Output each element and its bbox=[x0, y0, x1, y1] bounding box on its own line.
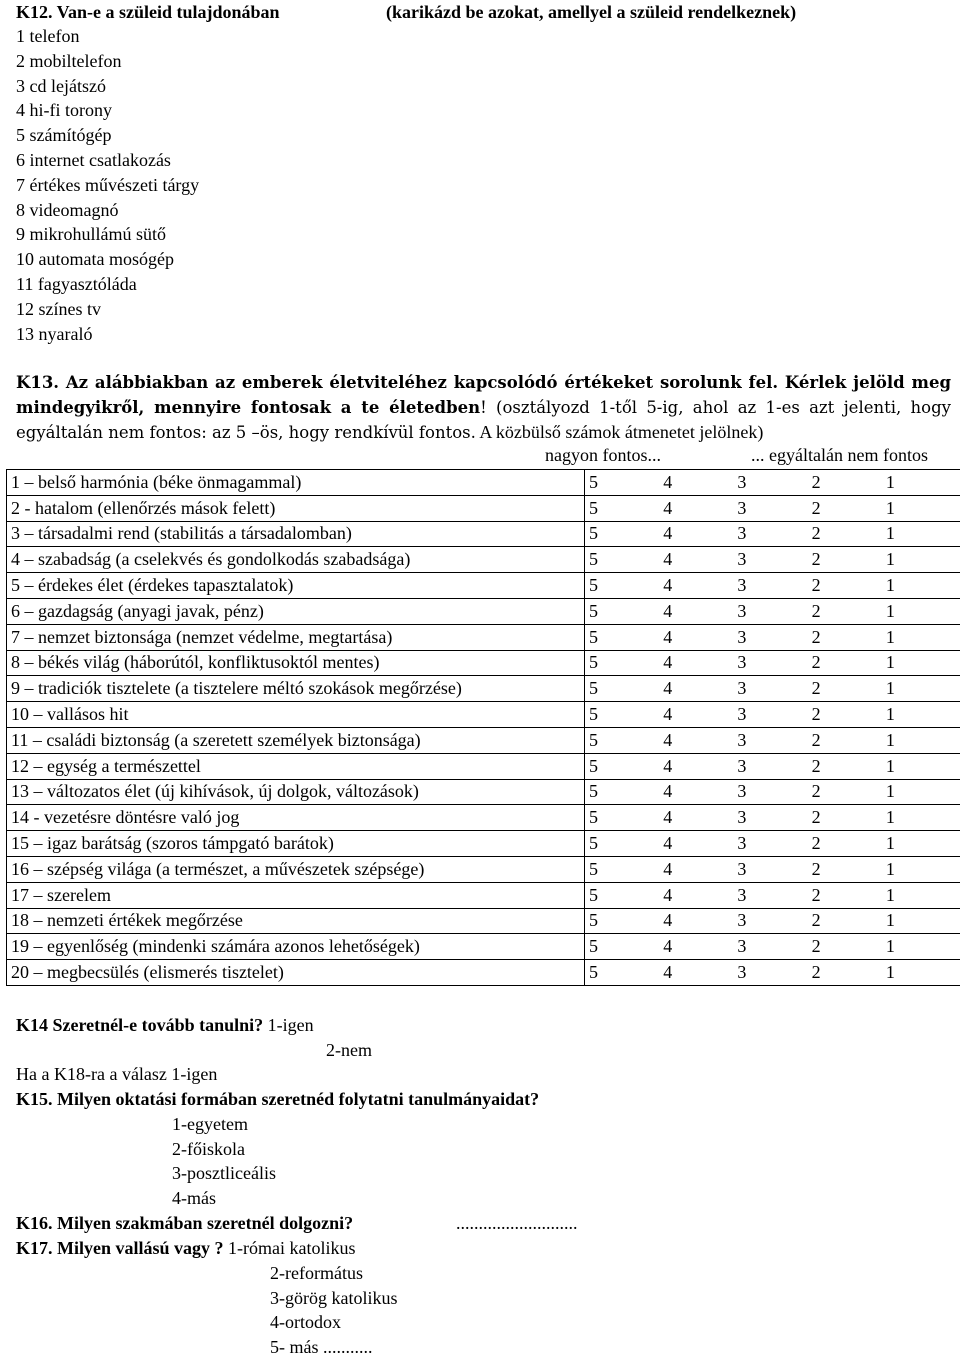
table-row bbox=[7, 598, 960, 624]
score-option[interactable]: 5 bbox=[589, 704, 663, 725]
score-options bbox=[585, 908, 960, 934]
score-option[interactable]: 1 bbox=[886, 498, 960, 519]
score-option[interactable]: 2 bbox=[812, 807, 886, 828]
score-option[interactable]: 3 bbox=[737, 678, 811, 699]
k13-scale-header bbox=[16, 445, 956, 469]
score-option[interactable]: 3 bbox=[737, 652, 811, 673]
score-option[interactable]: 1 bbox=[886, 523, 960, 544]
score-option[interactable]: 1 bbox=[886, 601, 960, 622]
score-option[interactable]: 1 bbox=[886, 833, 960, 854]
score-option[interactable]: 3 bbox=[737, 756, 811, 777]
score-options bbox=[585, 624, 960, 650]
table-row bbox=[7, 547, 960, 573]
score-option[interactable]: 4 bbox=[663, 549, 737, 570]
table-row bbox=[7, 624, 960, 650]
score-option[interactable]: 5 bbox=[589, 910, 663, 931]
k17-option[interactable]: 3-görög katolikus bbox=[270, 1286, 398, 1310]
table-row bbox=[7, 779, 960, 805]
score-option[interactable]: 2 bbox=[812, 781, 886, 802]
value-item-label: 12 – egység a természettel bbox=[7, 753, 585, 779]
k16-question: K16. Milyen szakmában szeretnél dolgozni? bbox=[16, 1211, 353, 1235]
score-option[interactable]: 2 bbox=[812, 936, 886, 957]
value-item-label: 14 - vezetésre döntésre való jog bbox=[7, 805, 585, 831]
score-option[interactable]: 1 bbox=[886, 652, 960, 673]
value-item-label: 4 – szabadság (a cselekvés és gondolkodás szabadsága) bbox=[7, 547, 585, 573]
value-item-label: 17 – szerelem bbox=[7, 882, 585, 908]
score-option[interactable]: 4 bbox=[663, 807, 737, 828]
table-row bbox=[7, 831, 960, 857]
score-option[interactable]: 5 bbox=[589, 498, 663, 519]
k12-option[interactable]: 2 mobiltelefon bbox=[16, 49, 199, 74]
score-option[interactable]: 4 bbox=[663, 859, 737, 880]
score-option[interactable]: 4 bbox=[663, 627, 737, 648]
score-option[interactable]: 2 bbox=[812, 498, 886, 519]
k12-header bbox=[16, 2, 956, 24]
value-item-label: 2 - hatalom (ellenőrzés mások felett) bbox=[7, 495, 585, 521]
score-options bbox=[585, 495, 960, 521]
score-options bbox=[585, 882, 960, 908]
score-option[interactable]: 5 bbox=[589, 807, 663, 828]
value-item-label: 20 – megbecsülés (elismerés tisztelet) bbox=[7, 960, 585, 986]
score-option[interactable]: 5 bbox=[589, 962, 663, 983]
score-option[interactable]: 3 bbox=[737, 575, 811, 596]
score-options bbox=[585, 727, 960, 753]
table-row bbox=[7, 805, 960, 831]
table-row bbox=[7, 573, 960, 599]
score-options bbox=[585, 573, 960, 599]
k12-question: K12. Van-e a szüleid tulajdonában bbox=[16, 2, 280, 23]
score-option[interactable]: 5 bbox=[589, 523, 663, 544]
k12-option[interactable]: 13 nyaraló bbox=[16, 322, 199, 347]
k12-option[interactable]: 1 telefon bbox=[16, 24, 199, 49]
score-options bbox=[585, 960, 960, 986]
score-option[interactable]: 2 bbox=[812, 704, 886, 725]
k12-options bbox=[16, 24, 199, 346]
table-row bbox=[7, 856, 960, 882]
score-options bbox=[585, 702, 960, 728]
score-options bbox=[585, 598, 960, 624]
score-option[interactable]: 3 bbox=[737, 962, 811, 983]
score-option[interactable]: 5 bbox=[589, 756, 663, 777]
score-options bbox=[585, 753, 960, 779]
k12-option[interactable]: 5 számítógép bbox=[16, 123, 199, 148]
k14-line bbox=[16, 1013, 314, 1037]
score-option[interactable]: 4 bbox=[663, 962, 737, 983]
value-item-label: 7 – nemzet biztonsága (nemzet védelme, megtartása) bbox=[7, 624, 585, 650]
score-option[interactable]: 5 bbox=[589, 652, 663, 673]
score-option[interactable]: 2 bbox=[812, 962, 886, 983]
score-option[interactable]: 2 bbox=[812, 575, 886, 596]
score-option[interactable]: 5 bbox=[589, 575, 663, 596]
k12-option[interactable]: 7 értékes művészeti tárgy bbox=[16, 173, 199, 198]
value-item-label: 5 – érdekes élet (érdekes tapasztalatok) bbox=[7, 573, 585, 599]
score-option[interactable]: 1 bbox=[886, 472, 960, 493]
table-row bbox=[7, 753, 960, 779]
score-option[interactable]: 3 bbox=[737, 704, 811, 725]
value-item-label: 9 – tradiciók tisztelete (a tisztelere méltó szokások megőrzése) bbox=[7, 676, 585, 702]
k12-option[interactable]: 8 videomagnó bbox=[16, 198, 199, 223]
k13-question: K13. Az alábbiakban az emberek életviteléhez kapcsolódó értékeket sorolunk fel. Kérlek jelöld meg mindegyikről, mennyire fontosak a te életedben bbox=[16, 373, 951, 417]
value-item-label: 10 – vallásos hit bbox=[7, 702, 585, 728]
score-option[interactable]: 1 bbox=[886, 678, 960, 699]
score-option[interactable]: 2 bbox=[812, 833, 886, 854]
k13-values-table bbox=[6, 469, 960, 986]
score-option[interactable]: 1 bbox=[886, 627, 960, 648]
score-option[interactable]: 3 bbox=[737, 498, 811, 519]
score-option[interactable]: 4 bbox=[663, 833, 737, 854]
score-option[interactable]: 4 bbox=[663, 498, 737, 519]
score-option[interactable]: 3 bbox=[737, 730, 811, 751]
table-row bbox=[7, 908, 960, 934]
score-option[interactable]: 1 bbox=[886, 781, 960, 802]
score-option[interactable]: 5 bbox=[589, 885, 663, 906]
score-options bbox=[585, 470, 960, 496]
score-option[interactable]: 4 bbox=[663, 652, 737, 673]
value-item-label: 16 – szépség világa (a természet, a művészetek szépsége) bbox=[7, 856, 585, 882]
score-option[interactable]: 4 bbox=[663, 936, 737, 957]
k17-option[interactable]: 2-református bbox=[270, 1261, 363, 1285]
score-option[interactable]: 4 bbox=[663, 575, 737, 596]
score-options bbox=[585, 650, 960, 676]
score-option[interactable]: 3 bbox=[737, 472, 811, 493]
score-option[interactable]: 1 bbox=[886, 704, 960, 725]
score-options bbox=[585, 779, 960, 805]
k12-option[interactable]: 11 fagyasztóláda bbox=[16, 272, 199, 297]
score-options bbox=[585, 831, 960, 857]
score-options bbox=[585, 856, 960, 882]
k17-line bbox=[16, 1236, 356, 1260]
k15-option[interactable]: 2-főiskola bbox=[172, 1137, 245, 1161]
k15-question: K15. Milyen oktatási formában szeretnéd folytatni tanulmányaidat? bbox=[16, 1087, 539, 1111]
k14-question: K14 Szeretnél-e tovább tanulni? bbox=[16, 1015, 263, 1035]
value-item-label: 13 – változatos élet (új kihívások, új dolgok, változások) bbox=[7, 779, 585, 805]
k16-answer-blank[interactable]: ........................... bbox=[456, 1211, 578, 1235]
score-option[interactable]: 1 bbox=[886, 807, 960, 828]
score-options bbox=[585, 934, 960, 960]
score-option[interactable]: 5 bbox=[589, 730, 663, 751]
k13-intro bbox=[16, 370, 951, 445]
value-item-label: 1 – belső harmónia (béke önmagammal) bbox=[7, 470, 585, 496]
table-row bbox=[7, 702, 960, 728]
k14-option-no[interactable]: 2-nem bbox=[326, 1038, 372, 1062]
score-option[interactable]: 2 bbox=[812, 885, 886, 906]
k17-option[interactable]: 4-ortodox bbox=[270, 1310, 341, 1334]
score-option[interactable]: 4 bbox=[663, 781, 737, 802]
table-row bbox=[7, 650, 960, 676]
score-option[interactable]: 3 bbox=[737, 807, 811, 828]
value-item-label: 18 – nemzeti értékek megőrzése bbox=[7, 908, 585, 934]
score-option[interactable]: 5 bbox=[589, 859, 663, 880]
score-option[interactable]: 1 bbox=[886, 756, 960, 777]
score-option[interactable]: 4 bbox=[663, 472, 737, 493]
score-option[interactable]: 3 bbox=[737, 601, 811, 622]
value-item-label: 3 – társadalmi rend (stabilitás a társadalomban) bbox=[7, 521, 585, 547]
score-option[interactable]: 5 bbox=[589, 472, 663, 493]
score-option[interactable]: 5 bbox=[589, 936, 663, 957]
score-option[interactable]: 1 bbox=[886, 859, 960, 880]
table-row bbox=[7, 470, 960, 496]
k12-option[interactable]: 6 internet csatlakozás bbox=[16, 148, 199, 173]
k12-instruction: (karikázd be azokat, amellyel a szüleid rendelkeznek) bbox=[386, 2, 796, 23]
k13-instruction-tail: A közbülső számok átmenetet jelölnek) bbox=[476, 422, 763, 442]
score-option[interactable]: 4 bbox=[663, 704, 737, 725]
table-row bbox=[7, 934, 960, 960]
scale-low-label: ... egyáltalán nem fontos bbox=[751, 445, 928, 466]
k17-option[interactable]: 5- más ........... bbox=[270, 1335, 373, 1359]
score-option[interactable]: 1 bbox=[886, 730, 960, 751]
table-row bbox=[7, 727, 960, 753]
score-option[interactable]: 3 bbox=[737, 859, 811, 880]
score-option[interactable]: 5 bbox=[589, 549, 663, 570]
scale-high-label: nagyon fontos... bbox=[545, 445, 661, 466]
skip-note: Ha a K18-ra a válasz 1-igen bbox=[16, 1062, 217, 1086]
k13-instruction: ! (osztályozd 1-től 5-ig, ahol az 1-es azt jelenti, hogy egyáltalán nem fontos: az 5 –ös, hogy rendkívül fontos. bbox=[16, 398, 951, 442]
score-options bbox=[585, 676, 960, 702]
score-option[interactable]: 2 bbox=[812, 627, 886, 648]
score-option[interactable]: 3 bbox=[737, 833, 811, 854]
table-row bbox=[7, 495, 960, 521]
score-option[interactable]: 2 bbox=[812, 472, 886, 493]
k12-option[interactable]: 3 cd lejátszó bbox=[16, 74, 199, 99]
k12-option[interactable]: 9 mikrohullámú sütő bbox=[16, 222, 199, 247]
k12-option[interactable]: 12 színes tv bbox=[16, 297, 199, 322]
score-option[interactable]: 2 bbox=[812, 730, 886, 751]
k15-option[interactable]: 1-egyetem bbox=[172, 1112, 248, 1136]
score-option[interactable]: 2 bbox=[812, 549, 886, 570]
score-option[interactable]: 1 bbox=[886, 575, 960, 596]
k15-option[interactable]: 4-más bbox=[172, 1186, 216, 1210]
k12-option[interactable]: 10 automata mosógép bbox=[16, 247, 199, 272]
score-options bbox=[585, 805, 960, 831]
score-option[interactable]: 3 bbox=[737, 910, 811, 931]
k14-option-yes[interactable]: 1-igen bbox=[263, 1015, 313, 1035]
score-option[interactable]: 1 bbox=[886, 549, 960, 570]
score-option[interactable]: 4 bbox=[663, 756, 737, 777]
score-option[interactable]: 1 bbox=[886, 910, 960, 931]
value-item-label: 8 – békés világ (háborútól, konfliktusoktól mentes) bbox=[7, 650, 585, 676]
score-option[interactable]: 4 bbox=[663, 885, 737, 906]
score-option[interactable]: 2 bbox=[812, 523, 886, 544]
value-item-label: 15 – igaz barátság (szoros támpgató barátok) bbox=[7, 831, 585, 857]
score-option[interactable]: 2 bbox=[812, 756, 886, 777]
score-options bbox=[585, 521, 960, 547]
score-option[interactable]: 1 bbox=[886, 962, 960, 983]
score-option[interactable]: 2 bbox=[812, 859, 886, 880]
score-option[interactable]: 5 bbox=[589, 627, 663, 648]
score-option[interactable]: 4 bbox=[663, 910, 737, 931]
score-option[interactable]: 1 bbox=[886, 936, 960, 957]
score-option[interactable]: 5 bbox=[589, 833, 663, 854]
score-option[interactable]: 4 bbox=[663, 678, 737, 699]
score-option[interactable]: 3 bbox=[737, 549, 811, 570]
table-row bbox=[7, 521, 960, 547]
score-option[interactable]: 3 bbox=[737, 885, 811, 906]
score-option[interactable]: 4 bbox=[663, 730, 737, 751]
value-item-label: 19 – egyenlőség (mindenki számára azonos lehetőségek) bbox=[7, 934, 585, 960]
score-option[interactable]: 1 bbox=[886, 885, 960, 906]
score-option[interactable]: 4 bbox=[663, 601, 737, 622]
k17-question: K17. Milyen vallású vagy ? bbox=[16, 1238, 224, 1258]
value-item-label: 6 – gazdagság (anyagi javak, pénz) bbox=[7, 598, 585, 624]
score-option[interactable]: 5 bbox=[589, 678, 663, 699]
value-item-label: 11 – családi biztonság (a szeretett személyek biztonsága) bbox=[7, 727, 585, 753]
score-option[interactable]: 5 bbox=[589, 781, 663, 802]
score-option[interactable]: 5 bbox=[589, 601, 663, 622]
score-option[interactable]: 3 bbox=[737, 781, 811, 802]
table-row bbox=[7, 960, 960, 986]
k17-option[interactable]: 1-római katolikus bbox=[224, 1238, 356, 1258]
score-option[interactable]: 3 bbox=[737, 627, 811, 648]
k12-option[interactable]: 4 hi-fi torony bbox=[16, 98, 199, 123]
score-option[interactable]: 2 bbox=[812, 910, 886, 931]
table-row bbox=[7, 676, 960, 702]
score-option[interactable]: 4 bbox=[663, 523, 737, 544]
score-option[interactable]: 2 bbox=[812, 652, 886, 673]
score-option[interactable]: 2 bbox=[812, 601, 886, 622]
score-option[interactable]: 2 bbox=[812, 678, 886, 699]
score-option[interactable]: 3 bbox=[737, 936, 811, 957]
k15-option[interactable]: 3-posztliceális bbox=[172, 1161, 276, 1185]
score-options bbox=[585, 547, 960, 573]
score-option[interactable]: 3 bbox=[737, 523, 811, 544]
table-row bbox=[7, 882, 960, 908]
